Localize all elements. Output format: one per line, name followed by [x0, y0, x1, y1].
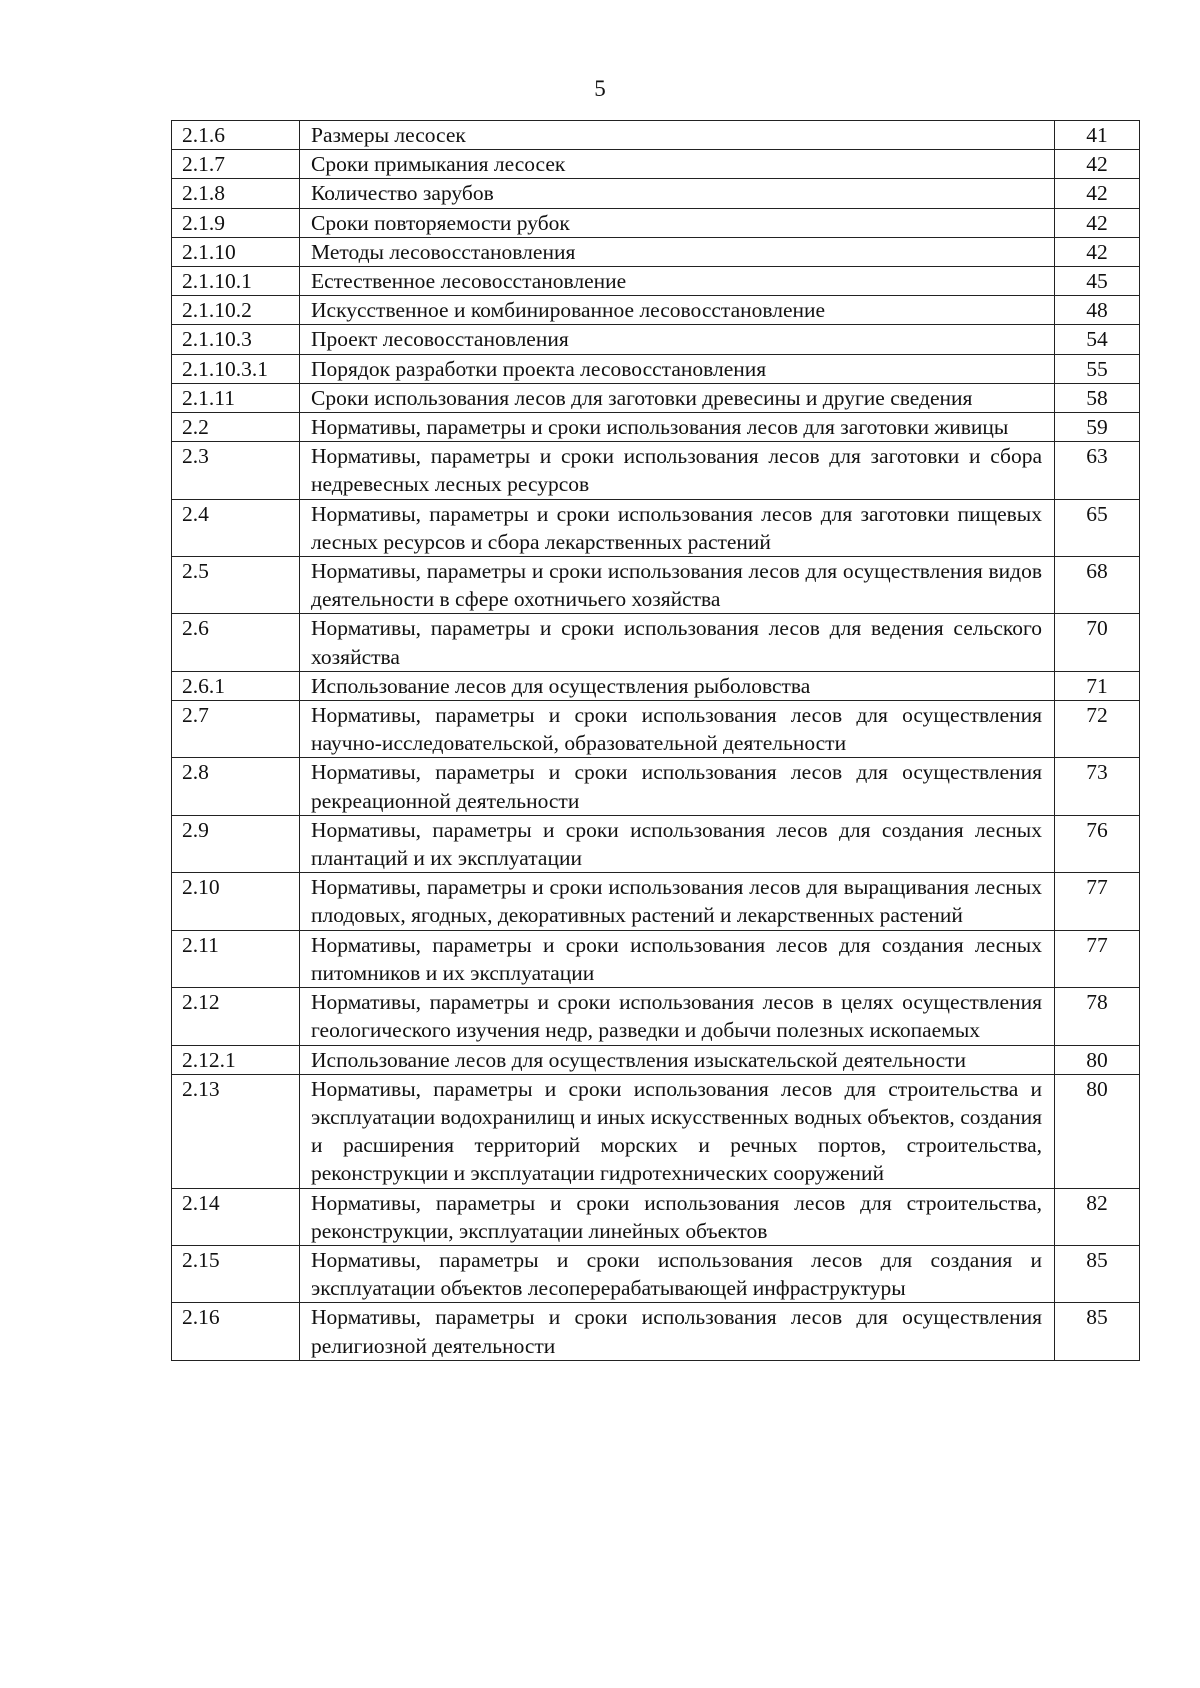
section-number: 2.12: [172, 988, 300, 1045]
table-row: [172, 988, 1140, 1045]
section-number: 2.1.10.1: [172, 267, 300, 296]
table-row: [172, 614, 1140, 671]
section-page-number: 59: [1055, 413, 1140, 442]
section-title: Нормативы, параметры и сроки использования лесов для строительства и эксплуатации водохранилищ и иных искусственных водных объектов, создания и расширения территорий морских и речных портов, строительства, реконструкции и эксплуатации гидротехнических сооружений: [300, 1074, 1055, 1188]
table-row: [172, 1074, 1140, 1188]
table-row: [172, 413, 1140, 442]
section-number: 2.1.11: [172, 383, 300, 412]
section-page-number: 71: [1055, 671, 1140, 700]
section-number: 2.4: [172, 499, 300, 556]
section-title: Проект лесовосстановления: [300, 325, 1055, 354]
section-number: 2.1.8: [172, 179, 300, 208]
table-row: [172, 1303, 1140, 1360]
section-number: 2.12.1: [172, 1045, 300, 1074]
section-title: Нормативы, параметры и сроки использования лесов в целях осуществления геологического изучения недр, разведки и добычи полезных ископаемых: [300, 988, 1055, 1045]
table-row: [172, 930, 1140, 987]
section-number: 2.1.6: [172, 121, 300, 150]
section-page-number: 70: [1055, 614, 1140, 671]
section-number: 2.15: [172, 1245, 300, 1302]
table-row: [172, 150, 1140, 179]
table-row: [172, 671, 1140, 700]
section-number: 2.9: [172, 815, 300, 872]
section-page-number: 80: [1055, 1045, 1140, 1074]
section-number: 2.1.9: [172, 208, 300, 237]
section-page-number: 48: [1055, 296, 1140, 325]
section-page-number: 42: [1055, 179, 1140, 208]
section-number: 2.13: [172, 1074, 300, 1188]
section-page-number: 85: [1055, 1303, 1140, 1360]
section-title: Сроки примыкания лесосек: [300, 150, 1055, 179]
section-page-number: 73: [1055, 758, 1140, 815]
section-title: Нормативы, параметры и сроки использования лесов для строительства, реконструкции, эксплуатации линейных объектов: [300, 1188, 1055, 1245]
section-number: 2.16: [172, 1303, 300, 1360]
section-number: 2.1.10.2: [172, 296, 300, 325]
section-number: 2.8: [172, 758, 300, 815]
section-title: Естественное лесовосстановление: [300, 267, 1055, 296]
table-row: [172, 873, 1140, 930]
section-page-number: 63: [1055, 442, 1140, 499]
section-page-number: 76: [1055, 815, 1140, 872]
section-page-number: 54: [1055, 325, 1140, 354]
table-row: [172, 325, 1140, 354]
section-number: 2.2: [172, 413, 300, 442]
table-of-contents: [171, 120, 1140, 1361]
section-number: 2.10: [172, 873, 300, 930]
table-row: [172, 1188, 1140, 1245]
section-number: 2.5: [172, 557, 300, 614]
section-page-number: 85: [1055, 1245, 1140, 1302]
table-row: [172, 815, 1140, 872]
section-number: 2.1.7: [172, 150, 300, 179]
section-title: Нормативы, параметры и сроки использования лесов для выращивания лесных плодовых, ягодных, декоративных растений и лекарственных растений: [300, 873, 1055, 930]
table-row: [172, 1045, 1140, 1074]
table-row: [172, 701, 1140, 758]
section-number: 2.6.1: [172, 671, 300, 700]
section-page-number: 72: [1055, 701, 1140, 758]
table-row: [172, 208, 1140, 237]
section-title: Нормативы, параметры и сроки использования лесов для осуществления рекреационной деятельности: [300, 758, 1055, 815]
table-row: [172, 179, 1140, 208]
page-number: 5: [594, 76, 606, 101]
section-title: Нормативы, параметры и сроки использования лесов для осуществления видов деятельности в сфере охотничьего хозяйства: [300, 557, 1055, 614]
section-title: Сроки использования лесов для заготовки древесины и другие сведения: [300, 383, 1055, 412]
section-title: Нормативы, параметры и сроки использования лесов для заготовки и сбора недревесных лесных ресурсов: [300, 442, 1055, 499]
section-title: Искусственное и комбинированное лесовосстановление: [300, 296, 1055, 325]
section-title: Нормативы, параметры и сроки использования лесов для создания и эксплуатации объектов лесоперерабатывающей инфраструктуры: [300, 1245, 1055, 1302]
toc-body: [172, 121, 1140, 1361]
section-title: Нормативы, параметры и сроки использования лесов для заготовки живицы: [300, 413, 1055, 442]
table-row: [172, 354, 1140, 383]
section-page-number: 42: [1055, 150, 1140, 179]
section-number: 2.14: [172, 1188, 300, 1245]
section-page-number: 55: [1055, 354, 1140, 383]
table-row: [172, 758, 1140, 815]
section-number: 2.1.10.3: [172, 325, 300, 354]
section-page-number: 77: [1055, 873, 1140, 930]
section-number: 2.1.10.3.1: [172, 354, 300, 383]
section-page-number: 41: [1055, 121, 1140, 150]
section-number: 2.11: [172, 930, 300, 987]
section-title: Нормативы, параметры и сроки использования лесов для осуществления научно-исследовательской, образовательной деятельности: [300, 701, 1055, 758]
section-page-number: 77: [1055, 930, 1140, 987]
section-page-number: 42: [1055, 237, 1140, 266]
table-row: [172, 1245, 1140, 1302]
section-title: Нормативы, параметры и сроки использования лесов для ведения сельского хозяйства: [300, 614, 1055, 671]
section-page-number: 80: [1055, 1074, 1140, 1188]
section-title: Размеры лесосек: [300, 121, 1055, 150]
table-row: [172, 237, 1140, 266]
section-page-number: 65: [1055, 499, 1140, 556]
section-title: Нормативы, параметры и сроки использования лесов для создания лесных питомников и их эксплуатации: [300, 930, 1055, 987]
section-page-number: 42: [1055, 208, 1140, 237]
section-number: 2.3: [172, 442, 300, 499]
section-title: Нормативы, параметры и сроки использования лесов для заготовки пищевых лесных ресурсов и сбора лекарственных растений: [300, 499, 1055, 556]
section-title: Методы лесовосстановления: [300, 237, 1055, 266]
section-page-number: 82: [1055, 1188, 1140, 1245]
section-title: Использование лесов для осуществления изыскательской деятельности: [300, 1045, 1055, 1074]
section-page-number: 58: [1055, 383, 1140, 412]
table-row: [172, 121, 1140, 150]
section-number: 2.7: [172, 701, 300, 758]
table-row: [172, 442, 1140, 499]
section-title: Нормативы, параметры и сроки использования лесов для создания лесных плантаций и их эксплуатации: [300, 815, 1055, 872]
table-row: [172, 383, 1140, 412]
table-row: [172, 296, 1140, 325]
section-number: 2.1.10: [172, 237, 300, 266]
section-title: Количество зарубов: [300, 179, 1055, 208]
section-page-number: 78: [1055, 988, 1140, 1045]
table-row: [172, 267, 1140, 296]
section-title: Порядок разработки проекта лесовосстановления: [300, 354, 1055, 383]
section-number: 2.6: [172, 614, 300, 671]
section-title: Сроки повторяемости рубок: [300, 208, 1055, 237]
section-title: Нормативы, параметры и сроки использования лесов для осуществления религиозной деятельности: [300, 1303, 1055, 1360]
table-row: [172, 557, 1140, 614]
table-row: [172, 499, 1140, 556]
section-title: Использование лесов для осуществления рыболовства: [300, 671, 1055, 700]
section-page-number: 45: [1055, 267, 1140, 296]
section-page-number: 68: [1055, 557, 1140, 614]
